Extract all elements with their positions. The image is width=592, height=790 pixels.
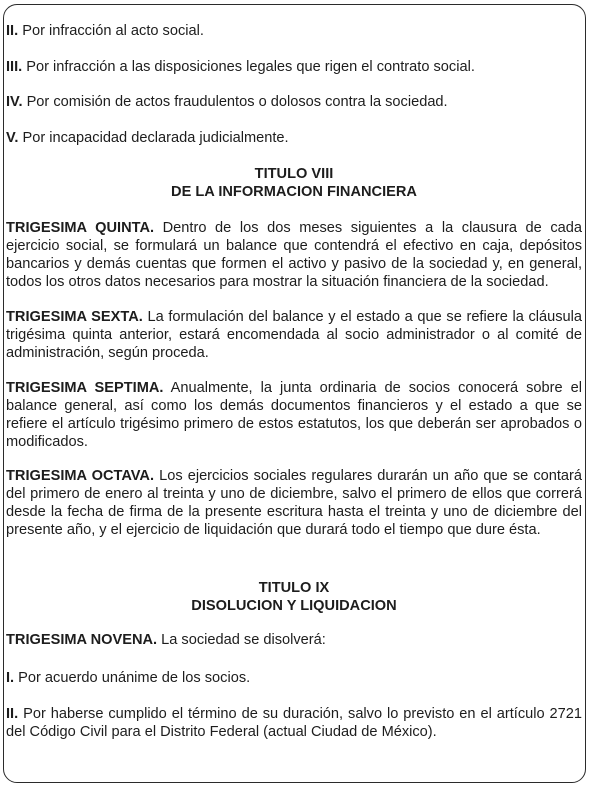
- paragraph-v-incapacidad: V. Por incapacidad declarada judicialmente.: [6, 130, 289, 146]
- section-title-viii-number: TITULO VIII: [254, 166, 334, 182]
- paragraph-i-acuerdo: I. Por acuerdo unánime de los socios.: [6, 670, 251, 686]
- paragraph-ii-infraccion: II. Por infracción al acto social.: [6, 23, 204, 39]
- section-title-ix: [6, 579, 582, 615]
- clause-trigesima-septima: TRIGESIMA SEPTIMA. Anualmente, la junta ordinaria de socios conocerá sobre el balance general, así como los demás documentos financieros y el estado a que se refiere el artículo trigésimo primero de estos estatutos, los que deberán ser aprobados o modificados.: [6, 380, 582, 450]
- clause-trigesima-octava: TRIGESIMA OCTAVA. Los ejercicios sociales regulares durarán un año que se contará del primero de enero al treinta y uno de diciembre, salvo el primero de ellos que correrá desde la fecha de firma de la presente escritura hasta el treinta y uno de diciembre del presente año, y el ejercicio de liquidación que durará todo el tiempo que dure ésta.: [6, 468, 582, 538]
- paragraph-iv-fraude: IV. Por comisión de actos fraudulentos o dolosos contra la sociedad.: [6, 94, 448, 110]
- paragraph-ii-termino: II. Por haberse cumplido el término de su duración, salvo lo previsto en el artículo 2721 del Código Civil para el Distrito Federal (actual Ciudad de México).: [6, 706, 582, 740]
- paragraph-iii-disposiciones: III. Por infracción a las disposiciones legales que rigen el contrato social.: [6, 59, 475, 75]
- clause-trigesima-sexta: TRIGESIMA SEXTA. La formulación del balance y el estado a que se refiere la cláusula trigésima quinta anterior, estará encomendada al socio administrador o al comité de administración, según proceda.: [6, 309, 583, 361]
- section-title-ix-name: DISOLUCION Y LIQUIDACION: [191, 598, 397, 614]
- section-title-viii: [6, 165, 582, 201]
- section-title-viii-name: DE LA INFORMACION FINANCIERA: [171, 184, 417, 200]
- clause-trigesima-novena: TRIGESIMA NOVENA. La sociedad se disolverá:: [6, 632, 326, 648]
- section-title-ix-number: TITULO IX: [258, 580, 330, 596]
- clause-trigesima-quinta: TRIGESIMA QUINTA. Dentro de los dos meses siguientes a la clausura de cada ejercicio social, se formulará un balance que contendrá el efectivo en caja, depósitos bancarios y demás cuentas que formen el activo y pasivo de la sociedad y, en general, todos los otros datos necesarios para mostrar la situación financiera de la sociedad.: [6, 220, 582, 290]
